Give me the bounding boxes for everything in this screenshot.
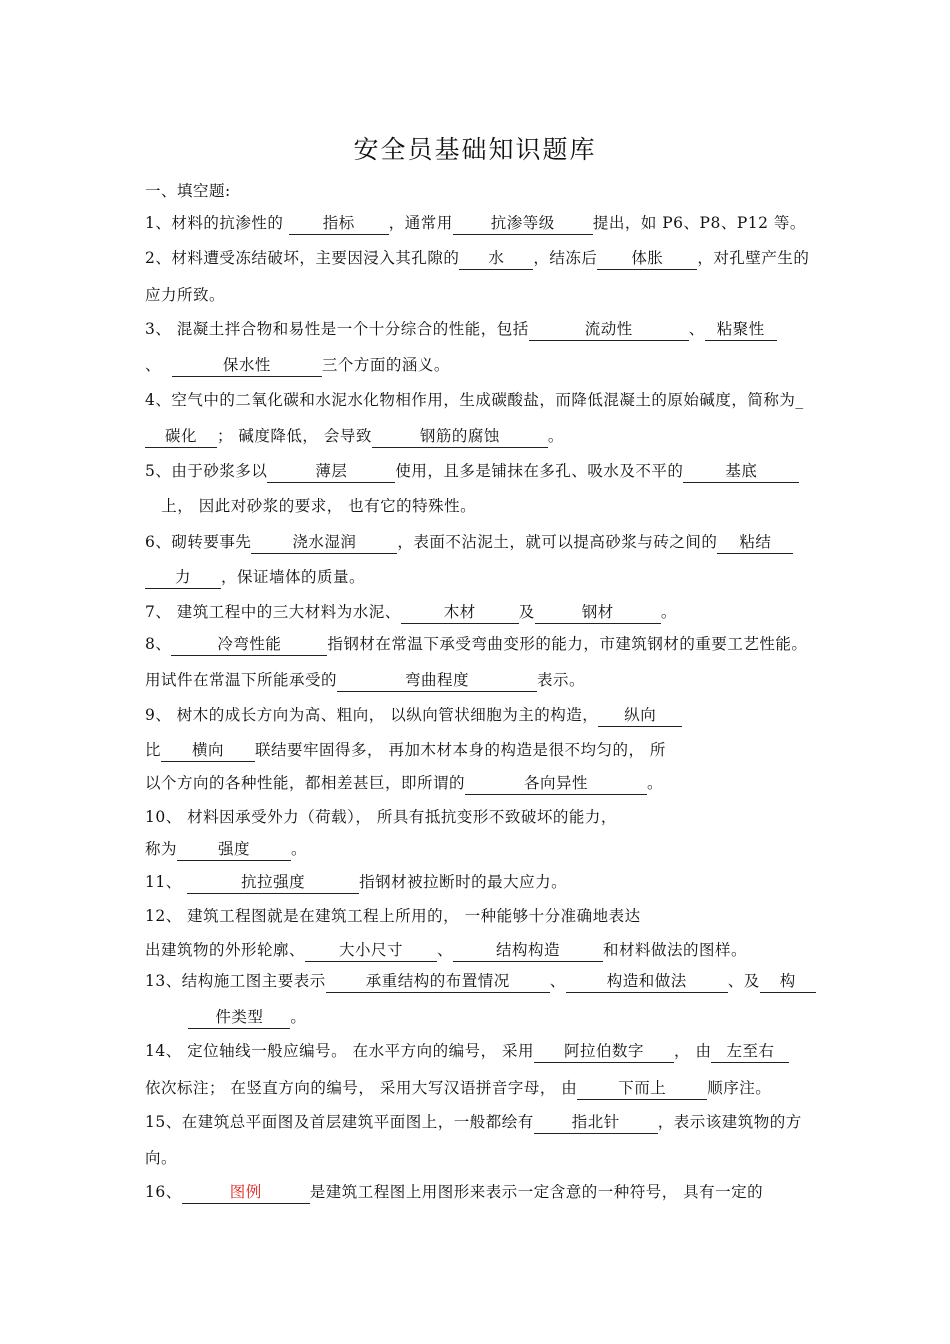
- question-text: 、: [549, 972, 566, 990]
- question-line: [145, 939, 825, 961]
- question-text: 以个方向的各种性能，都相差甚巨，即所谓的: [145, 774, 466, 792]
- question-text: 用试件在常温下所能承受的: [145, 671, 338, 689]
- question-text: 2、材料遭受冻结破坏，主要因浸入其孔隙的: [145, 249, 460, 267]
- question-text: 。: [547, 427, 564, 445]
- question-text: 提出，如 P6、P8、P12 等。: [592, 214, 806, 232]
- answer-blank: 抗拉强度: [187, 872, 359, 894]
- question-text: 使用，且多是铺抹在多孔、吸水及不平的: [395, 462, 684, 480]
- answer-blank: 体胀: [597, 248, 697, 270]
- question-line: [145, 1077, 825, 1099]
- question-line: [145, 704, 825, 726]
- answer-blank: 指标: [289, 213, 389, 235]
- question-line: [145, 669, 825, 691]
- answer-blank: 木材: [401, 602, 519, 624]
- question-text: 顺序注。: [707, 1079, 772, 1097]
- question-text: 。: [290, 1008, 307, 1026]
- question-text: ； 碱度降低， 会导致: [217, 427, 372, 445]
- question-text: 应力所致。: [145, 286, 226, 304]
- question-line: [145, 806, 825, 828]
- answer-blank: 左至右: [711, 1041, 789, 1063]
- question-text: 向。: [145, 1149, 178, 1167]
- answer-blank: 薄层: [267, 461, 395, 483]
- question-text: 8、: [145, 635, 172, 653]
- question-text: 12、 建筑工程图就是在建筑工程上所用的， 一种能够十分准确地表达: [145, 907, 641, 925]
- answer-blank: 构: [760, 971, 816, 993]
- answer-blank: 粘结: [717, 532, 793, 554]
- question-text: 。: [647, 774, 664, 792]
- question-text: 16、: [145, 1183, 182, 1201]
- question-text: 出建筑物的外形轮廓、: [145, 941, 306, 959]
- question-text: 14、 定位轴线一般应编号。 在水平方向的编号， 采用: [145, 1042, 535, 1060]
- question-text: 依次标注； 在竖直方向的编号， 采用大写汉语拼音字母， 由: [145, 1079, 578, 1097]
- answer-blank: 纵向: [598, 705, 682, 727]
- question-text: 指钢材被拉断时的最大应力。: [359, 873, 568, 891]
- answer-blank: 各向异性: [465, 773, 647, 795]
- question-line: [145, 838, 825, 860]
- question-line: [145, 1006, 825, 1028]
- answer-blank: 保水性: [172, 355, 322, 377]
- question-text: 是建筑工程图上用图形来表示一定含意的一种符号， 具有一定的: [309, 1183, 764, 1201]
- question-text: ，保证墙体的质量。: [221, 568, 366, 586]
- question-line: [145, 460, 825, 482]
- question-text: 三个方面的涵义。: [321, 356, 450, 374]
- question-line: [145, 1181, 825, 1203]
- question-line: [145, 772, 825, 794]
- question-text: 称为: [145, 840, 178, 858]
- question-text: 上， 因此对砂浆的要求， 也有它的特殊性。: [145, 497, 477, 515]
- question-line: [145, 212, 825, 234]
- question-line: [145, 739, 825, 761]
- question-line: [145, 1147, 825, 1169]
- question-text: 1、材料的抗渗性的: [145, 214, 289, 232]
- question-line: [145, 970, 825, 992]
- answer-blank: 力: [145, 567, 221, 589]
- question-text: 、: [437, 941, 454, 959]
- question-line: [145, 1040, 825, 1062]
- answer-blank: 浇水湿润: [251, 532, 397, 554]
- answer-blank: 构造和做法: [566, 971, 728, 993]
- answer-blank: 抗渗等级: [453, 213, 593, 235]
- answer-blank: 钢材: [535, 602, 661, 624]
- answer-blank: 弯曲程度: [337, 670, 537, 692]
- question-text: 表示。: [537, 671, 586, 689]
- answer-blank: 碳化: [145, 426, 217, 448]
- question-line: [145, 1111, 825, 1133]
- question-text: 4、空气中的二氧化碳和水泥水化物相作用，生成碳酸盐，而降低混凝土的原始碱度，简称为_: [145, 391, 804, 409]
- answer-blank: 结构构造: [453, 940, 603, 962]
- question-text: 。: [291, 840, 308, 858]
- question-text: 10、 材料因承受外力（荷载）， 所具有抵抗变形不致破坏的能力，: [145, 808, 617, 826]
- question-line: [145, 633, 825, 655]
- question-text: 13、结构施工图主要表示: [145, 972, 326, 990]
- answer-blank: 大小尺寸: [305, 940, 437, 962]
- question-text: ，通常用: [388, 214, 453, 232]
- question-line: [145, 284, 825, 306]
- question-text: 及: [518, 603, 535, 621]
- question-text: ，结冻后: [533, 249, 598, 267]
- question-line: [145, 318, 825, 340]
- question-line: [145, 389, 825, 411]
- question-text: 联结要牢固得多， 再加木材本身的构造是很不均匀的， 所: [255, 741, 666, 759]
- answer-blank: 水: [459, 248, 533, 270]
- question-line: [145, 601, 825, 623]
- answer-blank: 钢筋的腐蚀: [372, 426, 548, 448]
- answer-blank: 图例: [182, 1182, 310, 1204]
- question-text: [145, 1008, 188, 1026]
- question-text: 7、 建筑工程中的三大材料为水泥、: [145, 603, 401, 621]
- question-text: 15、在建筑总平面图及首层建筑平面图上，一般都绘有: [145, 1113, 534, 1131]
- answer-blank: 流动性: [529, 319, 689, 341]
- question-text: ，表示该建筑物的方: [657, 1113, 802, 1131]
- answer-blank: 基底: [683, 461, 799, 483]
- question-text: 、: [688, 320, 705, 338]
- question-text: 11、: [145, 873, 188, 891]
- question-line: [145, 871, 825, 893]
- page-title: 安全员基础知识题库: [353, 135, 597, 164]
- question-line: [145, 354, 825, 376]
- answer-blank: 承重结构的布置情况: [326, 971, 550, 993]
- answer-blank: 冷弯性能: [171, 634, 327, 656]
- question-text: 9、 树木的成长方向为高、粗向， 以纵向管状细胞为主的构造，: [145, 706, 599, 724]
- answer-blank: 强度: [177, 839, 291, 861]
- answer-blank: 横向: [161, 740, 255, 762]
- question-line: [145, 425, 825, 447]
- section-heading: 一、填空题:: [145, 182, 231, 200]
- question-text: 6、砌转要事先: [145, 533, 252, 551]
- question-line: [145, 905, 825, 927]
- question-text: 指钢材在常温下承受弯曲变形的能力，市建筑钢材的重要工艺性能。: [327, 635, 808, 653]
- question-text: 。: [660, 603, 677, 621]
- question-text: 和材料做法的图样。: [603, 941, 748, 959]
- question-line: [145, 531, 825, 553]
- question-text: 3、 混凝土拌合物和易性是一个十分综合的性能，包括: [145, 320, 529, 338]
- question-text: ，对孔壁产生的: [697, 249, 810, 267]
- question-text: 、: [145, 356, 172, 374]
- question-text: ，表面不沾泥土，就可以提高砂浆与砖之间的: [397, 533, 718, 551]
- question-line: [145, 566, 825, 588]
- question-line: [145, 495, 825, 517]
- answer-blank: 粘聚性: [705, 319, 777, 341]
- answer-blank: 阿拉伯数字: [534, 1041, 674, 1063]
- answer-blank: 件类型: [188, 1007, 290, 1029]
- answer-blank: 下而上: [577, 1078, 707, 1100]
- question-text: 、及: [727, 972, 760, 990]
- question-text: 比: [145, 741, 162, 759]
- question-line: [145, 247, 825, 269]
- answer-blank: 指北针: [534, 1112, 658, 1134]
- question-text: ， 由: [674, 1042, 712, 1060]
- question-text: 5、由于砂浆多以: [145, 462, 268, 480]
